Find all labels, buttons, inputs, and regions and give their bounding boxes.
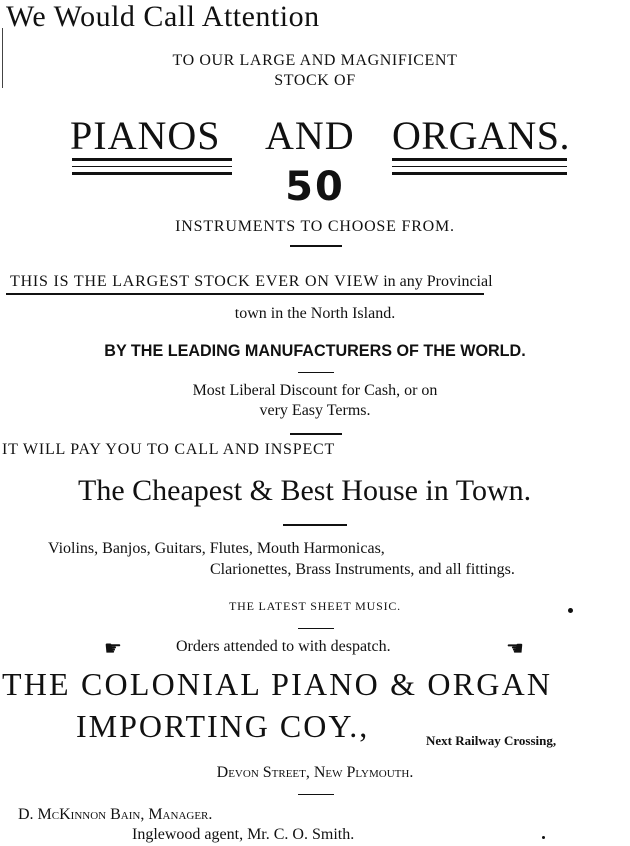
divider-1 — [290, 245, 342, 247]
and-word: AND — [265, 113, 355, 158]
company-line-2: IMPORTING COY., — [76, 708, 370, 744]
pointing-hand-right-icon: ☛ — [104, 636, 122, 660]
provincial-text: in any Provincial — [383, 273, 493, 290]
instrument-count: 50 — [285, 164, 345, 210]
organs-word: ORGANS. — [392, 113, 570, 158]
instruments-line-1: Violins, Banjos, Guitars, Flutes, Mouth Harmonicas, — [48, 540, 385, 557]
divider-2 — [298, 372, 334, 373]
organs-underline — [392, 158, 567, 161]
call-inspect-line: IT WILL PAY YOU TO CALL AND INSPECT — [2, 441, 336, 458]
discount-line-2: very Easy Terms. — [259, 402, 371, 419]
divider-3 — [290, 433, 342, 435]
headline: We Would Call Attention — [6, 0, 320, 33]
pianos-word: PIANOS — [70, 113, 221, 158]
pianos-underline — [72, 158, 232, 161]
intro-line-2: STOCK OF — [274, 72, 356, 89]
ink-dot-2 — [542, 836, 545, 839]
orders-line: Orders attended to with despatch. — [176, 638, 391, 655]
pointing-hand-left-icon: ☚ — [506, 636, 524, 660]
next-railway-crossing: Next Railway Crossing, — [426, 733, 557, 748]
manufacturers-line: BY THE LEADING MANUFACTURERS OF THE WORLD. — [104, 341, 526, 360]
instruments-line-2: Clarionettes, Brass Instruments, and all fittings. — [210, 561, 515, 578]
largest-stock-line — [10, 273, 493, 291]
divider-5 — [298, 628, 334, 629]
sheet-music-line: THE LATEST SHEET MUSIC. — [229, 599, 401, 613]
choose-line: INSTRUMENTS TO CHOOSE FROM. — [175, 218, 455, 235]
discount-line-1: Most Liberal Discount for Cash, or on — [192, 382, 438, 399]
ink-dot — [568, 608, 573, 613]
divider-4 — [283, 524, 347, 526]
largest-underline — [6, 293, 484, 295]
address-line: Devon Street, New Plymouth. — [216, 764, 414, 781]
agent-line: Inglewood agent, Mr. C. O. Smith. — [132, 826, 355, 843]
cheapest-best-line: The Cheapest & Best House in Town. — [78, 474, 532, 507]
manager-line: D. McKinnon Bain, Manager. — [18, 806, 213, 823]
intro-line-1: TO OUR LARGE AND MAGNIFICENT — [172, 52, 458, 69]
company-line-1: THE COLONIAL PIANO & ORGAN — [2, 666, 553, 702]
divider-6 — [298, 794, 334, 795]
north-island-line: town in the North Island. — [234, 305, 396, 322]
largest-stock-text: THIS IS THE LARGEST STOCK EVER ON VIEW — [10, 273, 380, 290]
